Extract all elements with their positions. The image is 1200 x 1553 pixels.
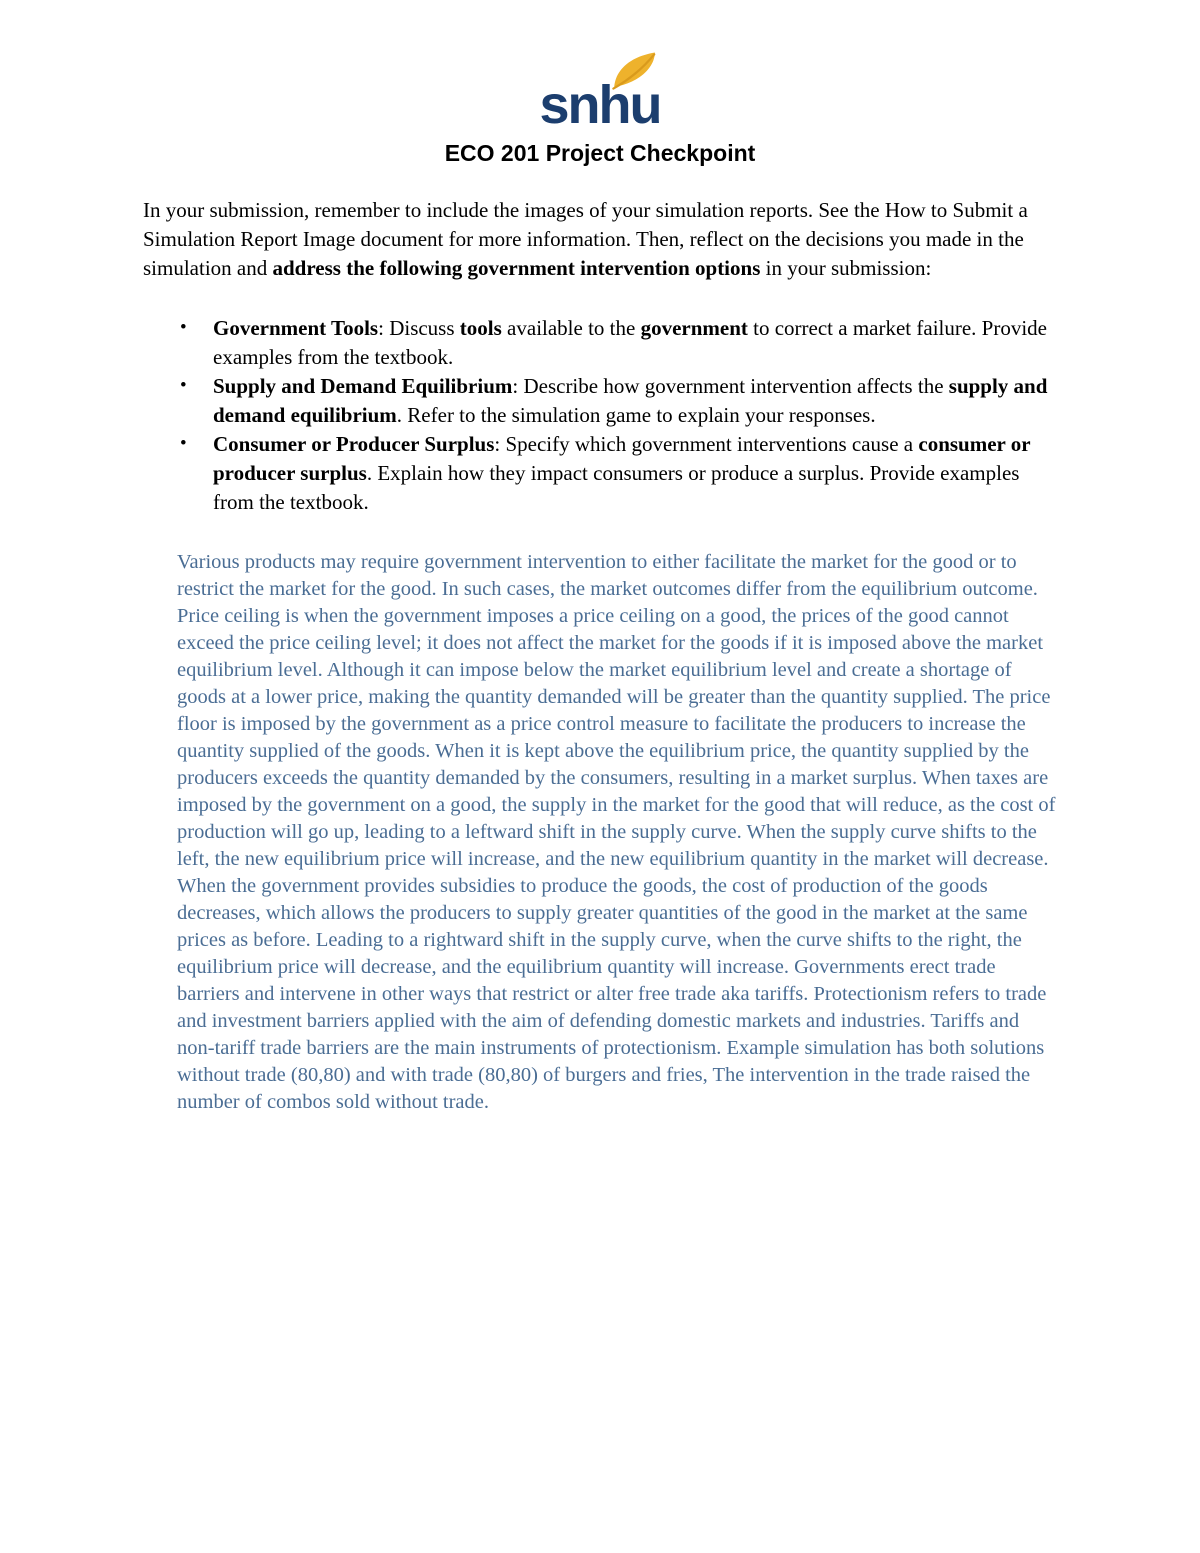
document-content bbox=[143, 196, 1061, 1116]
bullet-text: : Specify which government interventions cause a bbox=[494, 432, 919, 456]
bullet-icon: • bbox=[180, 375, 187, 396]
bullet-term: Supply and Demand Equilibrium bbox=[213, 374, 513, 398]
bullet-icon: • bbox=[180, 433, 187, 454]
bullet-text: : Discuss bbox=[378, 316, 460, 340]
bullet-bold: government bbox=[640, 316, 748, 340]
logo-text: snhu bbox=[539, 75, 661, 135]
intro-paragraph bbox=[143, 196, 1061, 283]
intro-bold-text: address the following government intervention options bbox=[272, 256, 761, 280]
bullet-text: to correct a market failure. Provide examples from the textbook. bbox=[213, 316, 1048, 369]
bullet-bold: supply and demand equilibrium bbox=[213, 374, 1048, 427]
list-item-consumer-producer-surplus bbox=[180, 430, 1061, 517]
reflection-paragraph: Various products may require government intervention to either facilitate the market for the good or to restrict the market for the good. In such cases, the market outcomes differ from the equilibrium outcome. Price ceiling is when the government imposes a price ceiling on a good, the prices of the good cannot exceed the price ceiling level; it does not affect the market for the goods if it is imposed above the market equilibrium level. Although it can impose below the market equilibrium level and create a shortage of goods at a lower price, making the quantity demanded will be greater than the quantity supplied. The price floor is imposed by the government as a price control measure to facilitate the producers to increase the quantity supplied of the goods. When it is kept above the equilibrium price, the quantity supplied by the producers exceeds the quantity demanded by the consumers, resulting in a market surplus. When taxes are imposed by the government on a good, the supply in the market for the good that will reduce, as the cost of production will go up, leading to a leftward shift in the supply curve. When the supply curve shifts to the left, the new equilibrium price will increase, and the new equilibrium quantity in the market will decrease. When the government provides subsidies to produce the goods, the cost of production of the goods decreases, which allows the producers to supply greater quantities of the good in the market at the same prices as before. Leading to a rightward shift in the supply curve, when the curve shifts to the right, the equilibrium price will decrease, and the equilibrium quantity will increase. Governments erect trade barriers and intervene in other ways that restrict or alter free trade aka tariffs. Protectionism refers to trade and investment barriers applied with the aim of defending domestic markets and industries. Tariffs and non-tariff trade barriers are the main instruments of protectionism. Example simulation has both solutions without trade (80,80) and with trade (80,80) of burgers and fries, The intervention in the trade raised the number of combos sold without trade. bbox=[177, 551, 1056, 1113]
requirements-list bbox=[143, 314, 1061, 517]
leaf-icon bbox=[606, 49, 665, 91]
bullet-text: available to the bbox=[501, 316, 641, 340]
list-item-supply-demand bbox=[180, 372, 1061, 430]
bullet-text: . Explain how they impact consumers or produce a surplus. Provide examples from the textbook. bbox=[213, 461, 1020, 514]
bullet-bold: consumer or producer surplus bbox=[213, 432, 1031, 485]
bullet-text: : Describe how government intervention affects the bbox=[512, 374, 949, 398]
bullet-icon: • bbox=[180, 317, 187, 338]
bullet-term: Government Tools bbox=[213, 316, 379, 340]
bullet-bold: tools bbox=[459, 316, 502, 340]
page-title: ECO 201 Project Checkpoint bbox=[444, 140, 756, 166]
bullet-text: . Refer to the simulation game to explain your responses. bbox=[396, 403, 876, 427]
intro-text: In your submission, remember to include the images of your simulation reports. See the How to Submit a Simulation Report Image document for more information. Then, reflect on the decisions you made in the simulation and bbox=[143, 198, 1028, 280]
bullet-term: Consumer or Producer Surplus bbox=[213, 432, 495, 456]
intro-text-end: in your submission: bbox=[760, 256, 932, 280]
list-item-government-tools bbox=[180, 314, 1061, 372]
snhu-logo bbox=[0, 75, 1200, 135]
